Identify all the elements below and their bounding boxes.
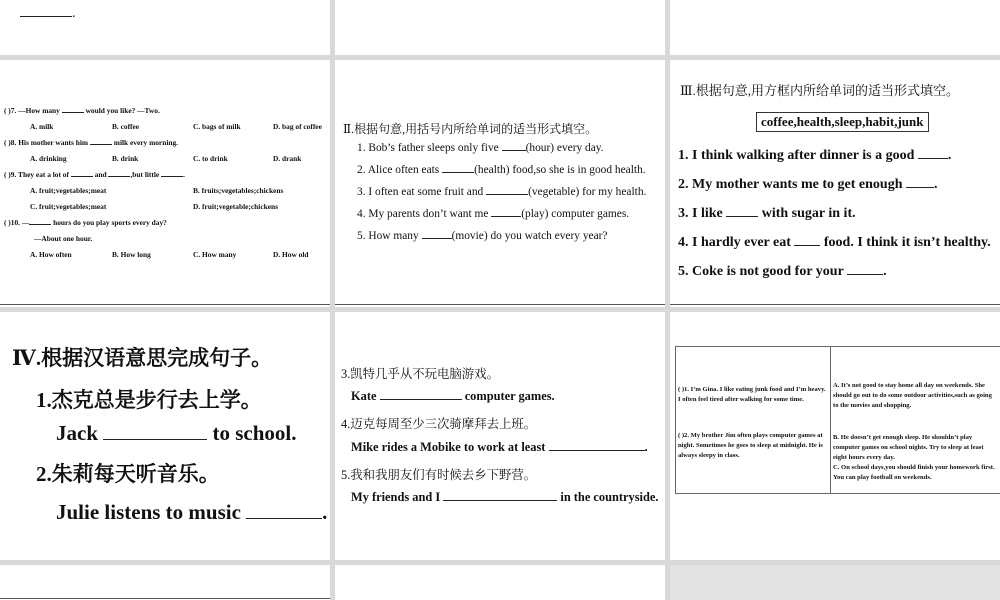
- sentence-3-chinese: 3.凯特几乎从不玩电脑游戏。: [341, 367, 499, 381]
- sentence-4-english: Mike rides a Mobike to work at least .: [351, 440, 648, 454]
- sentence-1-chinese: 1.杰克总是步行去上学。: [36, 388, 262, 412]
- q10-option-c[interactable]: C. How many: [193, 250, 237, 259]
- slide-translation-1: [0, 312, 330, 560]
- slide-11: [335, 565, 665, 600]
- answer-blank[interactable]: [486, 194, 528, 195]
- q10-option-b[interactable]: B. How long: [112, 250, 151, 259]
- q8-option-c[interactable]: C. to drink: [193, 154, 228, 163]
- advice-b: B. He doesn’t get enough sleep. He shouldn’t play computer games on school nights. Try to sleep at least eight hours every day.: [833, 434, 984, 461]
- q7-option-d[interactable]: D. bag of coffee: [273, 122, 322, 131]
- answer-blank[interactable]: [443, 500, 557, 501]
- answer-blank[interactable]: [918, 158, 948, 159]
- q10-option-a[interactable]: A. How often: [30, 250, 72, 259]
- statement-2: ( )2. My brother Jim often plays computer games at night. Sometimes he goes to sleep at midnight. He is always sleepy in class.: [678, 432, 823, 459]
- answer-blank[interactable]: [726, 216, 758, 217]
- q7-option-c[interactable]: C. bags of milk: [193, 122, 241, 131]
- sentence-1-english: Jack to school.: [56, 421, 297, 445]
- q8-option-d[interactable]: D. drank: [273, 154, 302, 163]
- question-8: ( )8. His mother wants him milk every morning.: [4, 138, 179, 147]
- sentence-2-chinese: 2.朱莉每天听音乐。: [36, 462, 220, 486]
- slide-multiple-choice: [0, 60, 330, 307]
- q10-reply: —About one hour.: [34, 234, 93, 243]
- slide-10: [0, 565, 330, 600]
- advice-c: C. On school days,you should finish your homework first. You can play football on weekends.: [833, 464, 995, 481]
- matching-table: [675, 346, 1000, 494]
- item-5: 5. Coke is not good for your .: [678, 264, 887, 279]
- slide-matching: [670, 312, 1000, 560]
- q7-option-b[interactable]: B. coffee: [112, 122, 140, 131]
- answer-blank[interactable]: [549, 450, 645, 451]
- slide-border: [0, 598, 330, 599]
- q9-option-c[interactable]: C. fruit;vegetables;meat: [30, 202, 107, 211]
- item-5: 5. How many (movie) do you watch every year?: [357, 230, 608, 242]
- answer-blank[interactable]: [847, 274, 883, 275]
- answer-blank[interactable]: [794, 245, 820, 246]
- item-3: 3. I often eat some fruit and (vegetable) for my health.: [357, 186, 647, 198]
- slide-bottom-border: [0, 304, 330, 305]
- question-10: ( )10. — hours do you play sports every day?: [4, 218, 167, 227]
- column-divider: [830, 347, 831, 493]
- sentence-5-english: My friends and I in the countryside.: [351, 490, 659, 504]
- slide-bottom-border: [670, 304, 1000, 305]
- sentence-5-chinese: 5.我和我朋友们有时候去乡下野营。: [341, 468, 537, 482]
- q7-option-a[interactable]: A. milk: [30, 122, 54, 131]
- answer-blank[interactable]: [422, 238, 452, 239]
- sentence-3-english: Kate computer games.: [351, 389, 555, 403]
- q8-option-b[interactable]: B. drink: [112, 154, 139, 163]
- slide-12-empty: [670, 565, 1000, 600]
- slide-3: [670, 0, 1000, 55]
- item-4: 4. My parents don’t want me (play) computer games.: [357, 208, 630, 220]
- tail-period: .: [72, 6, 76, 21]
- answer-blank[interactable]: [491, 216, 521, 217]
- word-box: coffee,health,sleep,habit,junk: [756, 112, 929, 132]
- statement-1: ( )1. I’m Gina. I like eating junk food and I’m heavy. I often feel tired after walking for some time.: [678, 386, 826, 403]
- slide-word-box: [670, 60, 1000, 307]
- answer-blank[interactable]: [103, 439, 207, 440]
- q10-option-d[interactable]: D. How old: [273, 250, 309, 259]
- q9-option-b[interactable]: B. fruits;vegetables;chickens: [193, 186, 284, 195]
- item-1: 1. Bob’s father sleeps only five (hour) every day.: [357, 142, 604, 154]
- slide-translation-2: [335, 312, 665, 560]
- section-heading: Ⅳ.根据汉语意思完成句子。: [12, 346, 273, 370]
- q9-option-a[interactable]: A. fruit;vegetables;meat: [30, 186, 107, 195]
- item-2: 2. Alice often eats (health) food,so she is in good health.: [357, 164, 646, 176]
- q8-option-a[interactable]: A. drinking: [30, 154, 67, 163]
- answer-line: [20, 6, 76, 22]
- sentence-2-english: Julie listens to music .: [56, 500, 328, 524]
- sentence-4-chinese: 4.迈克每周至少三次骑摩拜去上班。: [341, 417, 537, 431]
- answer-blank[interactable]: [906, 187, 934, 188]
- question-9: ( )9. They eat a lot of and ,but little .: [4, 170, 185, 179]
- answer-blank[interactable]: [442, 172, 474, 173]
- section-heading: Ⅲ.根据句意,用方框内所给单词的适当形式填空。: [680, 83, 960, 98]
- item-2: 2. My mother wants me to get enough .: [678, 177, 938, 192]
- q9-option-d[interactable]: D. fruit;vegetable;chickens: [193, 202, 278, 211]
- item-4: 4. I hardly ever eat food. I think it isn’t healthy.: [678, 235, 991, 250]
- question-7: ( )7. —How many would you like? —Two.: [4, 106, 160, 115]
- slide-1: [0, 0, 330, 55]
- section-heading: Ⅱ.根据句意,用括号内所给单词的适当形式填空。: [343, 122, 598, 136]
- advice-a: A. It’s not good to stay home all day on weekends. She should go out to do some outdoor activities,such as going to the movies and shopping.: [833, 382, 992, 409]
- item-1: 1. I think walking after dinner is a good .: [678, 148, 952, 163]
- slide-bottom-border: [335, 304, 665, 305]
- answer-blank[interactable]: [502, 150, 526, 151]
- item-3: 3. I like with sugar in it.: [678, 206, 856, 221]
- answer-blank[interactable]: [246, 518, 322, 519]
- slide-fill-in-brackets: [335, 60, 665, 307]
- slide-2: [335, 0, 665, 55]
- answer-blank[interactable]: [380, 399, 462, 400]
